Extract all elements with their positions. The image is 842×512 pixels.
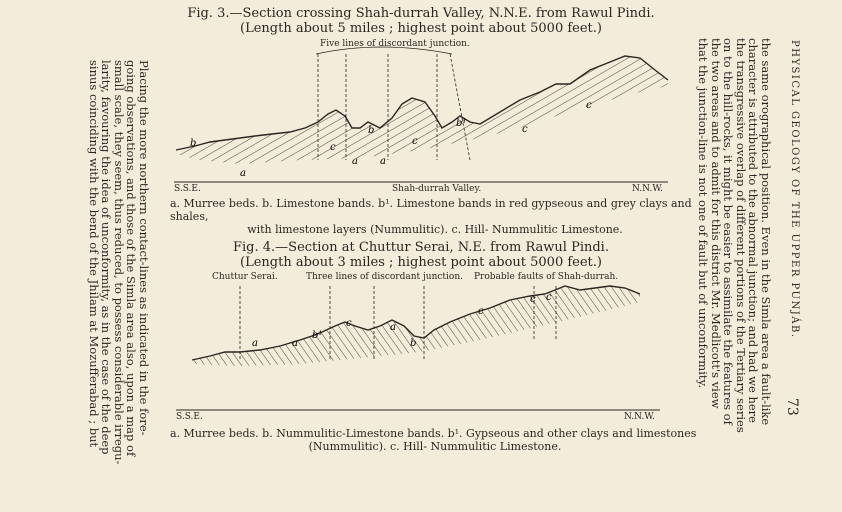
text-line: sinus coinciding with the bend of the Jhilam at Mozufferabad ; but (87, 60, 101, 448)
fig3-note: Five lines of discordant junction. (320, 39, 470, 49)
fig4-subtitle: (Length about 3 miles ; highest point about 5000 feet.) (240, 255, 602, 270)
running-header: PHYSICAL GEOLOGY OF THE UPPER PUNJÁB. (789, 40, 800, 339)
text-line: going observations, and those of the Simla area also, upon a map of (124, 60, 139, 457)
fig4-label: a (292, 338, 298, 349)
fig4-axis-right: N.N.W. (624, 412, 655, 422)
fig3-caption-line1: a. Murree beds. b. Limestone bands. b¹. Limestone bands in red gypseous and grey clays and shales, (170, 197, 692, 223)
fig4-label: c (346, 318, 352, 329)
fig4-section (176, 286, 660, 410)
text-line: Placing the more northern contact-lines as indicated in the fore- (137, 60, 151, 436)
fig4-label: c (530, 294, 536, 305)
fig3-note-bracket (316, 47, 452, 54)
fig4-note-left: Chuttur Serai. (212, 272, 278, 282)
fig3-caption-line2: with limestone layers (Nummulitic). c. Hill- Nummulitic Limestone. (247, 223, 623, 236)
fig3-label: a (352, 156, 358, 167)
page-number: 73 (784, 398, 800, 416)
fig3-section (174, 47, 668, 182)
fig4-label: a (252, 338, 258, 349)
fig3-title: Fig. 3.—Section crossing Shah-durrah Valley, N.N.E. from Rawul Pindi. (187, 6, 655, 21)
fig3-subtitle: (Length about 5 miles ; highest point about 5000 feet.) (240, 21, 602, 36)
text-line: the same orographical position. Even in the Simla area a fault-like (759, 38, 773, 426)
fig3-label: b (190, 138, 197, 149)
text-line: character is attributed to the abnormal junction; and had we here (746, 38, 761, 423)
fig4-label: c (546, 292, 552, 303)
fig4-label: c (478, 306, 484, 317)
fig3-label: c (330, 142, 336, 153)
fig3-axis-mid: Shah-durrah Valley. (392, 184, 482, 194)
fig4-caption-line1: a. Murree beds. b. Nummulitic-Limestone bands. b¹. Gypseous and other clays and limestones (170, 427, 697, 440)
fig4-caption (170, 427, 700, 453)
fig3-caption (170, 197, 700, 236)
text-line: the two areas and to admit for this district Mr. Medlicott's view (709, 38, 723, 409)
fig4-label: b (410, 338, 417, 349)
fig4-label: a (390, 322, 396, 333)
text-line: small scale, they seem, thus reduced, to possess considerable irregu- (112, 60, 126, 465)
fig3-label: a (380, 156, 386, 167)
text-line: on to the hill-rocks, it might be easier to assimilate the features of (721, 38, 736, 425)
fig3-label: b (368, 125, 375, 136)
fig3-axis-right: N.N.W. (632, 184, 663, 194)
fig3-label: c (586, 100, 592, 111)
text-line: the transgressive overlap of different portions of the Tertiary series (734, 38, 748, 433)
fig3-label: a (240, 168, 246, 179)
fig3-label: b¹ (456, 118, 467, 129)
text-line: larity, favouring the idea of unconformity, as in the case of the deep (99, 60, 114, 455)
text-line: that the junction-line is not one of fault but of unconformity. (696, 38, 711, 389)
fig4-axis-left: S.S.E. (176, 412, 203, 422)
fig4-note-right: Probable faults of Shah-durrah. (474, 272, 619, 282)
fig3-axis-left: S.S.E. (174, 184, 201, 194)
fig4-title: Fig. 4.—Section at Chuttur Serai, N.E. from Rawul Pindi. (233, 240, 609, 255)
fig3-label: c (522, 124, 528, 135)
fig3-label: c (412, 136, 418, 147)
fig4-label: b¹ (312, 330, 323, 341)
fig4-note-mid: Three lines of discordant junction. (306, 272, 463, 282)
fig4-caption-line2: (Nummulitic). c. Hill- Nummulitic Limestone. (308, 440, 562, 453)
